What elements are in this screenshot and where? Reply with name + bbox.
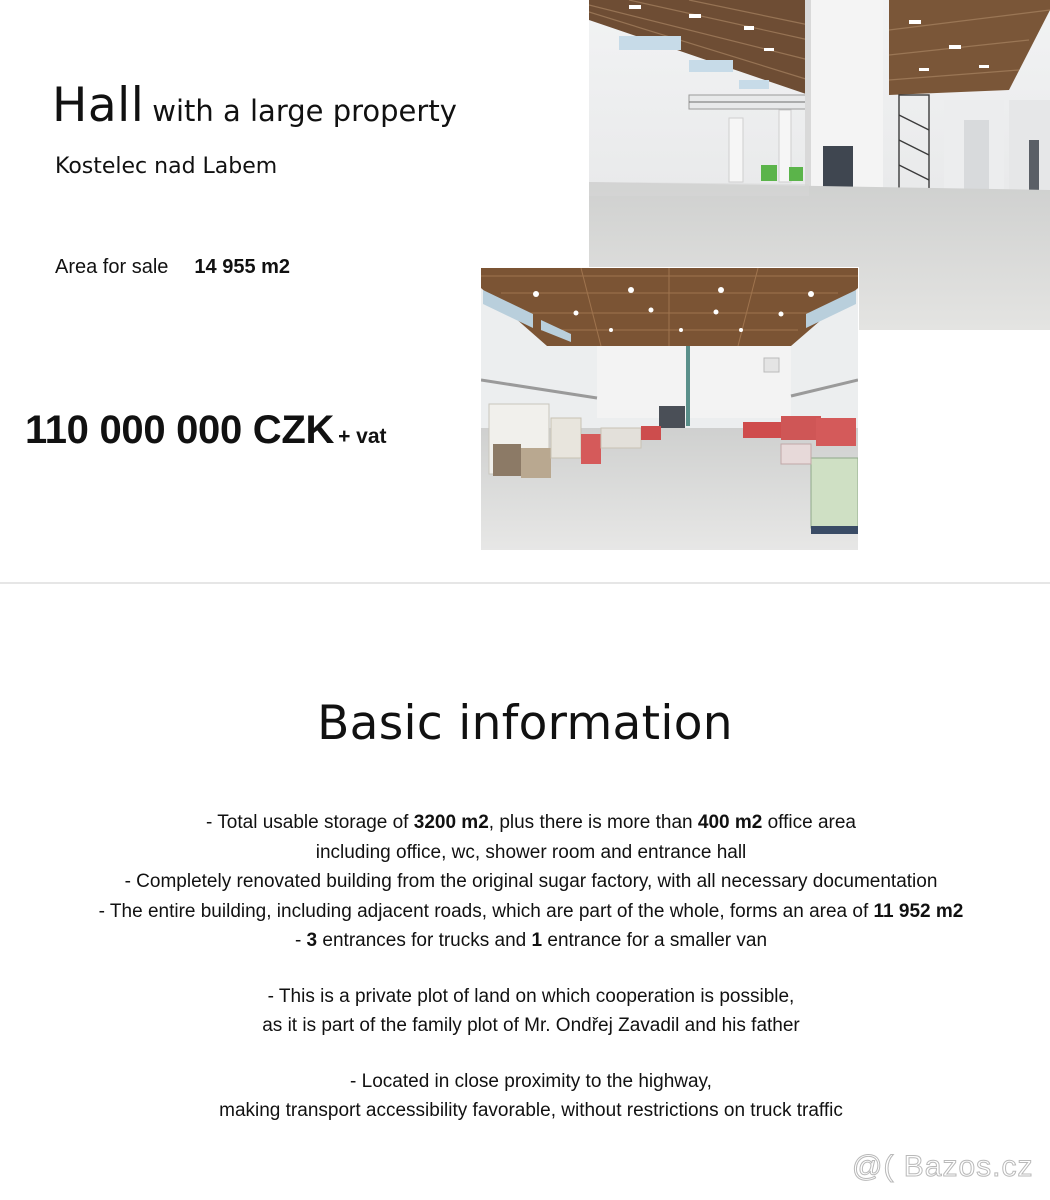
info-line-highway: - Located in close proximity to the highway, xyxy=(350,1070,712,1092)
price-vat: + vat xyxy=(338,425,387,448)
info-text: entrance for a smaller van xyxy=(542,930,768,951)
info-line-storage xyxy=(0,808,1050,838)
info-text: - xyxy=(294,930,307,951)
listing-title xyxy=(52,78,457,133)
info-list xyxy=(0,808,1050,1126)
area-info xyxy=(55,256,290,279)
watermark-text: Bazos.cz xyxy=(903,1150,1034,1183)
info-text: - The entire building, including adjacent roads, which are part of the whole, forms an area of xyxy=(98,900,874,922)
area-value: 14 955 m2 xyxy=(194,256,291,278)
info-line-renovated: - Completely renovated building from the original sugar factory, with all necessary documentation xyxy=(124,871,938,892)
section-title: Basic information xyxy=(317,696,733,751)
title-subtitle: with a large property xyxy=(152,94,457,128)
info-bold: 400 m2 xyxy=(697,812,763,833)
info-text: entrances for trucks and xyxy=(317,930,532,951)
location-text: Kostelec nad Labem xyxy=(55,154,278,179)
info-line-office: including office, wc, shower room and entrance hall xyxy=(315,841,747,863)
info-line-transport: making transport accessibility favorable, without restrictions on truck traffic xyxy=(219,1100,843,1121)
info-line-area xyxy=(0,897,1050,927)
info-text: office area xyxy=(762,812,856,833)
info-text: , plus there is more than xyxy=(488,812,698,833)
price-info xyxy=(25,408,387,453)
info-bold: 3 xyxy=(306,930,318,951)
info-line-entrances xyxy=(0,926,1050,956)
title-hall: Hall xyxy=(52,78,145,133)
area-label: Area for sale xyxy=(55,256,169,278)
info-text: - Total usable storage of xyxy=(206,812,414,833)
bazos-watermark xyxy=(852,1150,1034,1184)
section-divider xyxy=(0,582,1050,584)
info-bold: 11 952 m2 xyxy=(873,900,964,922)
warehouse-interior-photo-2 xyxy=(481,268,858,550)
price-value: 110 000 000 CZK xyxy=(25,408,335,452)
watermark-mark: @( xyxy=(852,1150,895,1183)
info-line-family-plot: as it is part of the family plot of Mr. Ondřej Zavadil and his father xyxy=(262,1015,800,1036)
info-bold: 1 xyxy=(531,930,543,951)
info-line-private-plot: - This is a private plot of land on which cooperation is possible, xyxy=(267,985,795,1007)
info-bold: 3200 m2 xyxy=(413,812,489,833)
